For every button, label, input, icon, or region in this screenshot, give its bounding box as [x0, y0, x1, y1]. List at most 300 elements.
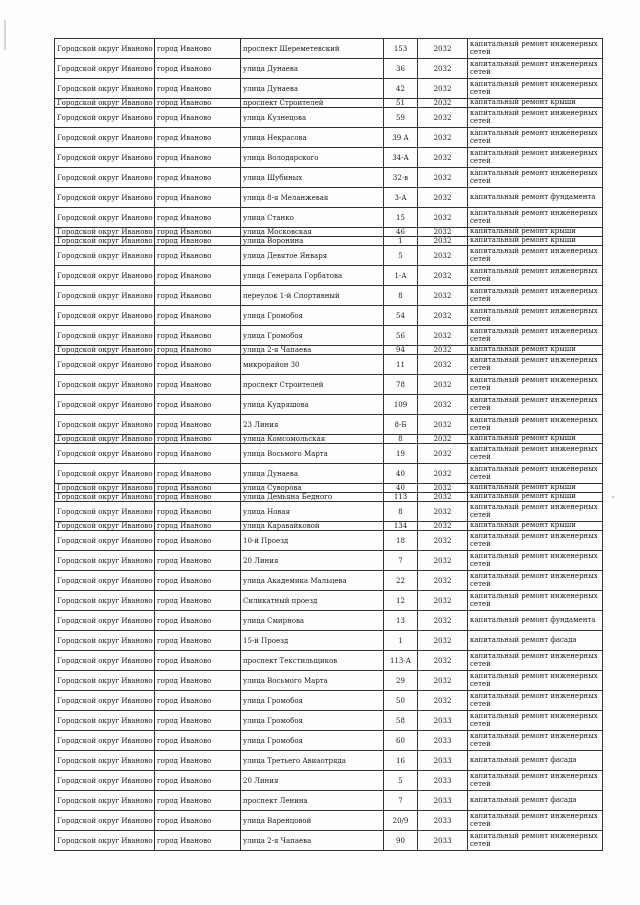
municipality-cell: Городской округ Иваново — [55, 571, 155, 591]
table-row — [55, 571, 603, 591]
municipality-cell: Городской округ Иваново — [55, 711, 155, 731]
municipality-cell: Городской округ Иваново — [55, 326, 155, 346]
settlement-cell: город Иваново — [155, 571, 241, 591]
street-cell: улица Девятое Января — [241, 246, 384, 266]
street-cell: улица Дунаева — [241, 59, 384, 79]
year-cell: 2032 — [418, 355, 468, 375]
municipality-cell: Городской округ Иваново — [55, 286, 155, 306]
house-number-cell: 50 — [384, 691, 418, 711]
table-row — [55, 208, 603, 228]
municipality-cell: Городской округ Иваново — [55, 531, 155, 551]
municipality-cell: Городской округ Иваново — [55, 375, 155, 395]
table-row — [55, 39, 603, 59]
settlement-cell: город Иваново — [155, 611, 241, 631]
settlement-cell: город Иваново — [155, 531, 241, 551]
table-row — [55, 246, 603, 266]
table-row — [55, 551, 603, 571]
settlement-cell: город Иваново — [155, 691, 241, 711]
street-cell: улица Громобоя — [241, 326, 384, 346]
municipality-cell: Городской округ Иваново — [55, 128, 155, 148]
table-row — [55, 502, 603, 522]
settlement-cell: город Иваново — [155, 711, 241, 731]
house-number-cell: 42 — [384, 79, 418, 99]
street-cell: улица Генерала Горбатова — [241, 266, 384, 286]
work-type-cell: капитальный ремонт инженерных сетей — [468, 208, 603, 228]
year-cell: 2032 — [418, 571, 468, 591]
house-number-cell: 36 — [384, 59, 418, 79]
house-number-cell: 5 — [384, 246, 418, 266]
municipality-cell: Городской округ Иваново — [55, 395, 155, 415]
municipality-cell: Городской округ Иваново — [55, 484, 155, 493]
work-type-cell: капитальный ремонт инженерных сетей — [468, 464, 603, 484]
settlement-cell: город Иваново — [155, 731, 241, 751]
street-cell: улица 2-я Чапаева — [241, 831, 384, 851]
year-cell: 2032 — [418, 611, 468, 631]
street-cell: улица Кудряшова — [241, 395, 384, 415]
municipality-cell: Городской округ Иваново — [55, 651, 155, 671]
table-row — [55, 59, 603, 79]
year-cell: 2032 — [418, 306, 468, 326]
table-row — [55, 484, 603, 493]
settlement-cell: город Иваново — [155, 435, 241, 444]
house-number-cell: 20/9 — [384, 811, 418, 831]
work-type-cell: капитальный ремонт инженерных сетей — [468, 591, 603, 611]
year-cell: 2032 — [418, 493, 468, 502]
settlement-cell: город Иваново — [155, 246, 241, 266]
municipality-cell: Городской округ Иваново — [55, 751, 155, 771]
street-cell: улица Дунаева — [241, 79, 384, 99]
year-cell: 2032 — [418, 286, 468, 306]
table-row — [55, 731, 603, 751]
year-cell: 2032 — [418, 395, 468, 415]
year-cell: 2033 — [418, 811, 468, 831]
street-cell: микрорайон 30 — [241, 355, 384, 375]
municipality-cell: Городской округ Иваново — [55, 811, 155, 831]
house-number-cell: 29 — [384, 671, 418, 691]
table-row — [55, 531, 603, 551]
year-cell: 2032 — [418, 375, 468, 395]
municipality-cell: Городской округ Иваново — [55, 831, 155, 851]
settlement-cell: город Иваново — [155, 444, 241, 464]
work-type-cell: капитальный ремонт инженерных сетей — [468, 128, 603, 148]
table-row — [55, 493, 603, 502]
municipality-cell: Городской округ Иваново — [55, 59, 155, 79]
house-number-cell: 54 — [384, 306, 418, 326]
street-cell: 20 Линия — [241, 771, 384, 791]
work-type-cell: капитальный ремонт инженерных сетей — [468, 731, 603, 751]
year-cell: 2032 — [418, 208, 468, 228]
municipality-cell: Городской округ Иваново — [55, 79, 155, 99]
street-cell: улица Дунаева — [241, 464, 384, 484]
settlement-cell: город Иваново — [155, 228, 241, 237]
house-number-cell: 13 — [384, 611, 418, 631]
year-cell: 2032 — [418, 188, 468, 208]
year-cell: 2032 — [418, 502, 468, 522]
year-cell: 2032 — [418, 551, 468, 571]
municipality-cell: Городской округ Иваново — [55, 208, 155, 228]
settlement-cell: город Иваново — [155, 631, 241, 651]
year-cell: 2032 — [418, 464, 468, 484]
house-number-cell: 109 — [384, 395, 418, 415]
table-row — [55, 355, 603, 375]
municipality-cell: Городской округ Иваново — [55, 168, 155, 188]
settlement-cell: город Иваново — [155, 375, 241, 395]
work-type-cell: капитальный ремонт инженерных сетей — [468, 571, 603, 591]
year-cell: 2032 — [418, 444, 468, 464]
settlement-cell: город Иваново — [155, 811, 241, 831]
year-cell: 2032 — [418, 99, 468, 108]
year-cell: 2032 — [418, 691, 468, 711]
municipality-cell: Городской округ Иваново — [55, 791, 155, 811]
settlement-cell: город Иваново — [155, 39, 241, 59]
work-type-cell: капитальный ремонт фасада — [468, 631, 603, 651]
housing-repair-table — [54, 38, 603, 851]
work-type-cell: капитальный ремонт инженерных сетей — [468, 771, 603, 791]
settlement-cell: город Иваново — [155, 671, 241, 691]
year-cell: 2032 — [418, 631, 468, 651]
settlement-cell: город Иваново — [155, 168, 241, 188]
street-cell: улица Суворова — [241, 484, 384, 493]
work-type-cell: капитальный ремонт крыши — [468, 493, 603, 502]
house-number-cell: 113-А — [384, 651, 418, 671]
street-cell: улица Шубиных — [241, 168, 384, 188]
year-cell: 2032 — [418, 531, 468, 551]
municipality-cell: Городской округ Иваново — [55, 355, 155, 375]
municipality-cell: Городской округ Иваново — [55, 551, 155, 571]
table-row — [55, 266, 603, 286]
street-cell: улица Станко — [241, 208, 384, 228]
street-cell: улица Громобоя — [241, 306, 384, 326]
work-type-cell: капитальный ремонт инженерных сетей — [468, 671, 603, 691]
year-cell: 2033 — [418, 751, 468, 771]
street-cell: улица Академика Мальцева — [241, 571, 384, 591]
settlement-cell: город Иваново — [155, 237, 241, 246]
year-cell: 2032 — [418, 522, 468, 531]
house-number-cell: 153 — [384, 39, 418, 59]
street-cell: улица Комсомольская — [241, 435, 384, 444]
house-number-cell: 59 — [384, 108, 418, 128]
table-row — [55, 346, 603, 355]
settlement-cell: город Иваново — [155, 415, 241, 435]
year-cell: 2032 — [418, 651, 468, 671]
street-cell: улица Воронина — [241, 237, 384, 246]
settlement-cell: город Иваново — [155, 831, 241, 851]
table-row — [55, 79, 603, 99]
house-number-cell: 7 — [384, 551, 418, 571]
settlement-cell: город Иваново — [155, 395, 241, 415]
street-cell: улица Громобоя — [241, 731, 384, 751]
municipality-cell: Городской округ Иваново — [55, 591, 155, 611]
street-cell: улица Смирнова — [241, 611, 384, 631]
house-number-cell: 22 — [384, 571, 418, 591]
house-number-cell: 1 — [384, 237, 418, 246]
street-cell: проспект Строителей — [241, 99, 384, 108]
street-cell: 10-й Проезд — [241, 531, 384, 551]
work-type-cell: капитальный ремонт инженерных сетей — [468, 444, 603, 464]
municipality-cell: Городской округ Иваново — [55, 188, 155, 208]
house-number-cell: 32-в — [384, 168, 418, 188]
year-cell: 2033 — [418, 731, 468, 751]
work-type-cell: капитальный ремонт фасада — [468, 751, 603, 771]
work-type-cell: капитальный ремонт инженерных сетей — [468, 246, 603, 266]
work-type-cell: капитальный ремонт инженерных сетей — [468, 831, 603, 851]
year-cell: 2032 — [418, 266, 468, 286]
settlement-cell: город Иваново — [155, 522, 241, 531]
work-type-cell: капитальный ремонт крыши — [468, 346, 603, 355]
street-cell: улица Варенцовой — [241, 811, 384, 831]
settlement-cell: город Иваново — [155, 464, 241, 484]
year-cell: 2033 — [418, 791, 468, 811]
work-type-cell: капитальный ремонт инженерных сетей — [468, 59, 603, 79]
municipality-cell: Городской округ Иваново — [55, 691, 155, 711]
table-row — [55, 148, 603, 168]
settlement-cell: город Иваново — [155, 502, 241, 522]
house-number-cell: 12 — [384, 591, 418, 611]
settlement-cell: город Иваново — [155, 493, 241, 502]
table-row — [55, 395, 603, 415]
year-cell: 2032 — [418, 591, 468, 611]
street-cell: улица Восьмого Марта — [241, 671, 384, 691]
table-row — [55, 691, 603, 711]
year-cell: 2032 — [418, 39, 468, 59]
table-row — [55, 188, 603, 208]
table-row — [55, 375, 603, 395]
house-number-cell: 40 — [384, 484, 418, 493]
street-cell: улица Московская — [241, 228, 384, 237]
street-cell: улица Володарского — [241, 148, 384, 168]
municipality-cell: Городской округ Иваново — [55, 464, 155, 484]
year-cell: 2032 — [418, 228, 468, 237]
municipality-cell: Городской округ Иваново — [55, 631, 155, 651]
work-type-cell: капитальный ремонт крыши — [468, 99, 603, 108]
street-cell: улица Каравайковой — [241, 522, 384, 531]
settlement-cell: город Иваново — [155, 791, 241, 811]
table-row — [55, 306, 603, 326]
settlement-cell: город Иваново — [155, 346, 241, 355]
street-cell: улица 2-я Чапаева — [241, 346, 384, 355]
settlement-cell: город Иваново — [155, 79, 241, 99]
work-type-cell: капитальный ремонт инженерных сетей — [468, 148, 603, 168]
work-type-cell: капитальный ремонт инженерных сетей — [468, 502, 603, 522]
house-number-cell: 34-А — [384, 148, 418, 168]
street-cell: переулок 1-й Спортивный — [241, 286, 384, 306]
work-type-cell: капитальный ремонт инженерных сетей — [468, 79, 603, 99]
municipality-cell: Городской округ Иваново — [55, 99, 155, 108]
table-row — [55, 326, 603, 346]
street-cell: улица 8-я Меланжевая — [241, 188, 384, 208]
municipality-cell: Городской округ Иваново — [55, 611, 155, 631]
municipality-cell: Городской округ Иваново — [55, 522, 155, 531]
house-number-cell: 1-А — [384, 266, 418, 286]
house-number-cell: 1 — [384, 631, 418, 651]
municipality-cell: Городской округ Иваново — [55, 306, 155, 326]
municipality-cell: Городской округ Иваново — [55, 266, 155, 286]
settlement-cell: город Иваново — [155, 306, 241, 326]
municipality-cell: Городской округ Иваново — [55, 108, 155, 128]
house-number-cell: 51 — [384, 99, 418, 108]
settlement-cell: город Иваново — [155, 326, 241, 346]
table-row — [55, 168, 603, 188]
work-type-cell: капитальный ремонт инженерных сетей — [468, 531, 603, 551]
table-row — [55, 99, 603, 108]
year-cell: 2032 — [418, 326, 468, 346]
street-cell: улица Громобоя — [241, 691, 384, 711]
work-type-cell: капитальный ремонт инженерных сетей — [468, 355, 603, 375]
house-number-cell: 19 — [384, 444, 418, 464]
settlement-cell: город Иваново — [155, 591, 241, 611]
municipality-cell: Городской округ Иваново — [55, 493, 155, 502]
year-cell: 2032 — [418, 415, 468, 435]
work-type-cell: капитальный ремонт фундамента — [468, 188, 603, 208]
street-cell: 15-й Проезд — [241, 631, 384, 651]
table-row — [55, 464, 603, 484]
table-row — [55, 751, 603, 771]
street-cell: проспект Строителей — [241, 375, 384, 395]
work-type-cell: капитальный ремонт инженерных сетей — [468, 306, 603, 326]
work-type-cell: капитальный ремонт крыши — [468, 484, 603, 493]
house-number-cell: 3-А — [384, 188, 418, 208]
work-type-cell: капитальный ремонт крыши — [468, 237, 603, 246]
street-cell: проспект Шереметевский — [241, 39, 384, 59]
table-row — [55, 591, 603, 611]
work-type-cell: капитальный ремонт инженерных сетей — [468, 651, 603, 671]
settlement-cell: город Иваново — [155, 128, 241, 148]
table-row — [55, 611, 603, 631]
year-cell: 2032 — [418, 148, 468, 168]
table-row — [55, 128, 603, 148]
work-type-cell: капитальный ремонт инженерных сетей — [468, 711, 603, 731]
house-number-cell: 60 — [384, 731, 418, 751]
street-cell: улица Некрасова — [241, 128, 384, 148]
settlement-cell: город Иваново — [155, 771, 241, 791]
municipality-cell: Городской округ Иваново — [55, 435, 155, 444]
year-cell: 2032 — [418, 484, 468, 493]
settlement-cell: город Иваново — [155, 99, 241, 108]
settlement-cell: город Иваново — [155, 59, 241, 79]
work-type-cell: капитальный ремонт фундамента — [468, 611, 603, 631]
settlement-cell: город Иваново — [155, 108, 241, 128]
street-cell: улица Громобоя — [241, 711, 384, 731]
work-type-cell: капитальный ремонт инженерных сетей — [468, 266, 603, 286]
work-type-cell: капитальный ремонт инженерных сетей — [468, 108, 603, 128]
year-cell: 2033 — [418, 831, 468, 851]
table-row — [55, 631, 603, 651]
house-number-cell: 16 — [384, 751, 418, 771]
municipality-cell: Городской округ Иваново — [55, 671, 155, 691]
work-type-cell: капитальный ремонт фасада — [468, 791, 603, 811]
year-cell: 2032 — [418, 59, 468, 79]
year-cell: 2032 — [418, 79, 468, 99]
settlement-cell: город Иваново — [155, 355, 241, 375]
house-number-cell: 8-Б — [384, 415, 418, 435]
work-type-cell: капитальный ремонт инженерных сетей — [468, 395, 603, 415]
work-type-cell: капитальный ремонт инженерных сетей — [468, 39, 603, 59]
year-cell: 2032 — [418, 435, 468, 444]
table-body — [55, 39, 603, 851]
table-row — [55, 237, 603, 246]
municipality-cell: Городской округ Иваново — [55, 148, 155, 168]
house-number-cell: 11 — [384, 355, 418, 375]
municipality-cell: Городской округ Иваново — [55, 771, 155, 791]
settlement-cell: город Иваново — [155, 188, 241, 208]
house-number-cell: 113 — [384, 493, 418, 502]
house-number-cell: 94 — [384, 346, 418, 355]
work-type-cell: капитальный ремонт инженерных сетей — [468, 415, 603, 435]
street-cell: 23 Линия — [241, 415, 384, 435]
year-cell: 2032 — [418, 168, 468, 188]
house-number-cell: 8 — [384, 502, 418, 522]
table-row — [55, 791, 603, 811]
table-row — [55, 444, 603, 464]
street-cell: Силикатный проезд — [241, 591, 384, 611]
work-type-cell: капитальный ремонт инженерных сетей — [468, 326, 603, 346]
settlement-cell: город Иваново — [155, 208, 241, 228]
table-row — [55, 831, 603, 851]
settlement-cell: город Иваново — [155, 148, 241, 168]
settlement-cell: город Иваново — [155, 286, 241, 306]
year-cell: 2032 — [418, 671, 468, 691]
street-cell: 20 Линия — [241, 551, 384, 571]
street-cell: улица Третьего Авиаотряда — [241, 751, 384, 771]
work-type-cell: капитальный ремонт крыши — [468, 522, 603, 531]
house-number-cell: 8 — [384, 435, 418, 444]
year-cell: 2032 — [418, 128, 468, 148]
municipality-cell: Городской округ Иваново — [55, 228, 155, 237]
street-cell: улица Восьмого Марта — [241, 444, 384, 464]
street-cell: проспект Ленина — [241, 791, 384, 811]
municipality-cell: Городской округ Иваново — [55, 444, 155, 464]
municipality-cell: Городской округ Иваново — [55, 731, 155, 751]
municipality-cell: Городской округ Иваново — [55, 502, 155, 522]
year-cell: 2033 — [418, 711, 468, 731]
year-cell: 2032 — [418, 346, 468, 355]
municipality-cell: Городской округ Иваново — [55, 246, 155, 266]
work-type-cell: капитальный ремонт инженерных сетей — [468, 375, 603, 395]
municipality-cell: Городской округ Иваново — [55, 415, 155, 435]
year-cell: 2032 — [418, 246, 468, 266]
house-number-cell: 58 — [384, 711, 418, 731]
work-type-cell: капитальный ремонт инженерных сетей — [468, 551, 603, 571]
settlement-cell: город Иваново — [155, 484, 241, 493]
settlement-cell: город Иваново — [155, 551, 241, 571]
settlement-cell: город Иваново — [155, 266, 241, 286]
work-type-cell: капитальный ремонт инженерных сетей — [468, 168, 603, 188]
house-number-cell: 134 — [384, 522, 418, 531]
table-row — [55, 415, 603, 435]
house-number-cell: 7 — [384, 791, 418, 811]
house-number-cell: 78 — [384, 375, 418, 395]
table-row — [55, 711, 603, 731]
year-cell: 2033 — [418, 771, 468, 791]
scan-edge-mark — [4, 20, 6, 50]
work-type-cell: капитальный ремонт инженерных сетей — [468, 286, 603, 306]
table-row — [55, 651, 603, 671]
work-type-cell: капитальный ремонт крыши — [468, 435, 603, 444]
municipality-cell: Городской округ Иваново — [55, 346, 155, 355]
house-number-cell: 5 — [384, 771, 418, 791]
house-number-cell: 15 — [384, 208, 418, 228]
house-number-cell: 40 — [384, 464, 418, 484]
street-cell: улица Новая — [241, 502, 384, 522]
table-row — [55, 671, 603, 691]
settlement-cell: город Иваново — [155, 651, 241, 671]
settlement-cell: город Иваново — [155, 751, 241, 771]
house-number-cell: 8 — [384, 286, 418, 306]
table-row — [55, 522, 603, 531]
year-cell: 2032 — [418, 108, 468, 128]
house-number-cell: 39 А — [384, 128, 418, 148]
table-row — [55, 771, 603, 791]
